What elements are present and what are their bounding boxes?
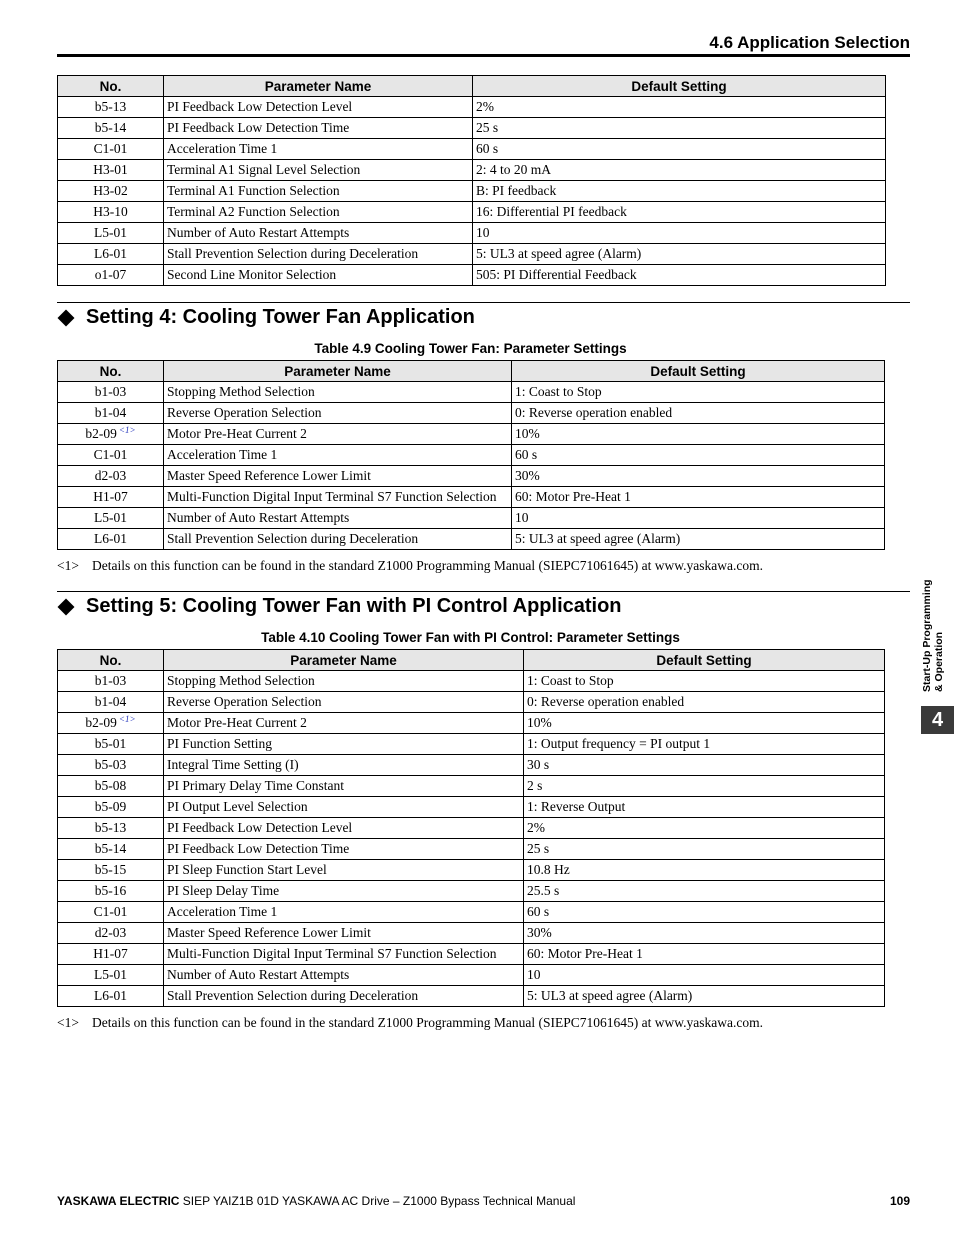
cell-default-setting: 10.8 Hz bbox=[524, 860, 885, 881]
section-4-heading bbox=[57, 306, 475, 329]
table-row bbox=[58, 265, 886, 286]
cell-parameter-no: L6-01 bbox=[58, 529, 164, 550]
cell-default-setting: B: PI feedback bbox=[473, 181, 886, 202]
cell-default-setting: 30% bbox=[524, 923, 885, 944]
cell-parameter-no: H3-01 bbox=[58, 160, 164, 181]
page-footer bbox=[57, 1194, 910, 1208]
cell-default-setting: 2: 4 to 20 mA bbox=[473, 160, 886, 181]
cell-parameter-name: Number of Auto Restart Attempts bbox=[164, 508, 512, 529]
footnote-ref-link[interactable]: <1> bbox=[118, 425, 136, 435]
footer-manual: SIEP YAIZ1B 01D YASKAWA AC Drive – Z1000 Bypass Technical Manual bbox=[179, 1194, 576, 1208]
cell-default-setting: 5: UL3 at speed agree (Alarm) bbox=[473, 244, 886, 265]
col-header-default-setting: Default Setting bbox=[473, 76, 886, 97]
footnote-tag: <1> bbox=[57, 558, 79, 573]
cell-parameter-name: Stopping Method Selection bbox=[164, 671, 524, 692]
cell-parameter-name: PI Feedback Low Detection Level bbox=[164, 97, 473, 118]
footnote-text: Details on this function can be found in the standard Z1000 Programming Manual (SIEPC71061645) at www.yaskawa.com. bbox=[92, 1015, 763, 1030]
table-row bbox=[58, 118, 886, 139]
section-4-title: Setting 4: Cooling Tower Fan Application bbox=[86, 306, 475, 328]
cell-parameter-name: PI Feedback Low Detection Time bbox=[164, 118, 473, 139]
table-row bbox=[58, 671, 885, 692]
section-4-rule bbox=[57, 302, 910, 303]
table-row bbox=[58, 839, 885, 860]
col-header-no: No. bbox=[58, 76, 164, 97]
table-row bbox=[58, 487, 885, 508]
cell-parameter-name: Terminal A2 Function Selection bbox=[164, 202, 473, 223]
cell-parameter-name: Number of Auto Restart Attempts bbox=[164, 223, 473, 244]
cell-default-setting: 10 bbox=[512, 508, 885, 529]
cell-parameter-name: Reverse Operation Selection bbox=[164, 692, 524, 713]
cell-default-setting: 2% bbox=[524, 818, 885, 839]
cell-parameter-name: PI Feedback Low Detection Time bbox=[164, 839, 524, 860]
side-label-line-2: & Operation bbox=[933, 631, 945, 692]
cell-parameter-no: b1-04 bbox=[58, 403, 164, 424]
side-label-line-1: Start-Up Programming bbox=[921, 579, 933, 692]
cell-default-setting: 60 s bbox=[524, 902, 885, 923]
table-row bbox=[58, 445, 885, 466]
cell-default-setting: 16: Differential PI feedback bbox=[473, 202, 886, 223]
cell-parameter-name: Terminal A1 Signal Level Selection bbox=[164, 160, 473, 181]
cell-default-setting: 1: Output frequency = PI output 1 bbox=[524, 734, 885, 755]
footer-brand: YASKAWA ELECTRIC bbox=[57, 1194, 180, 1208]
cell-default-setting: 25 s bbox=[473, 118, 886, 139]
cell-parameter-name: PI Output Level Selection bbox=[164, 797, 524, 818]
cell-parameter-no: L6-01 bbox=[58, 986, 164, 1007]
cell-default-setting: 60 s bbox=[512, 445, 885, 466]
cell-parameter-name: Integral Time Setting (I) bbox=[164, 755, 524, 776]
cell-default-setting: 10% bbox=[512, 424, 885, 445]
cell-parameter-no: L5-01 bbox=[58, 508, 164, 529]
cell-parameter-no: H1-07 bbox=[58, 944, 164, 965]
table-row bbox=[58, 944, 885, 965]
section-5-title: Setting 5: Cooling Tower Fan with PI Control Application bbox=[86, 595, 622, 617]
table-row bbox=[58, 181, 886, 202]
cell-parameter-no: b5-13 bbox=[58, 818, 164, 839]
cell-parameter-no: b5-08 bbox=[58, 776, 164, 797]
cell-default-setting: 505: PI Differential Feedback bbox=[473, 265, 886, 286]
cell-parameter-no: L5-01 bbox=[58, 965, 164, 986]
table-row bbox=[58, 755, 885, 776]
cell-default-setting: 30 s bbox=[524, 755, 885, 776]
table-row bbox=[58, 508, 885, 529]
cell-parameter-name: PI Primary Delay Time Constant bbox=[164, 776, 524, 797]
cell-default-setting: 2 s bbox=[524, 776, 885, 797]
cell-parameter-name: Stall Prevention Selection during Deceleration bbox=[164, 244, 473, 265]
cell-default-setting: 10 bbox=[473, 223, 886, 244]
table-row bbox=[58, 881, 885, 902]
cell-parameter-name: Multi-Function Digital Input Terminal S7 Function Selection bbox=[164, 944, 524, 965]
col-header-no: No. bbox=[58, 650, 164, 671]
cell-parameter-name: Acceleration Time 1 bbox=[164, 902, 524, 923]
col-header-no: No. bbox=[58, 361, 164, 382]
cell-parameter-no: b2-09 $^{<1>}$ bbox=[58, 713, 164, 734]
cell-parameter-no: b1-04 bbox=[58, 692, 164, 713]
cell-parameter-no: b5-09 bbox=[58, 797, 164, 818]
footnote-ref-link[interactable]: <1> bbox=[118, 714, 136, 724]
table-row bbox=[58, 692, 885, 713]
cell-parameter-no: L6-01 bbox=[58, 244, 164, 265]
table-4-10-footnote bbox=[57, 1015, 763, 1031]
parameter-table-continued bbox=[57, 75, 886, 286]
table-4-9 bbox=[57, 360, 885, 550]
cell-default-setting: 60: Motor Pre-Heat 1 bbox=[512, 487, 885, 508]
table-row bbox=[58, 529, 885, 550]
cell-parameter-name: Master Speed Reference Lower Limit bbox=[164, 923, 524, 944]
table-row bbox=[58, 97, 886, 118]
page-section-title: 4.6 Application Selection bbox=[709, 33, 910, 52]
cell-parameter-no: b1-03 bbox=[58, 671, 164, 692]
cell-parameter-name: Number of Auto Restart Attempts bbox=[164, 965, 524, 986]
table-row bbox=[58, 797, 885, 818]
col-header-parameter-name: Parameter Name bbox=[164, 361, 512, 382]
cell-default-setting: 2% bbox=[473, 97, 886, 118]
cell-default-setting: 30% bbox=[512, 466, 885, 487]
table-4-9-footnote bbox=[57, 558, 763, 574]
cell-parameter-no: d2-03 bbox=[58, 466, 164, 487]
cell-default-setting: 1: Coast to Stop bbox=[524, 671, 885, 692]
col-header-default-setting: Default Setting bbox=[512, 361, 885, 382]
cell-default-setting: 10 bbox=[524, 965, 885, 986]
cell-parameter-name: Second Line Monitor Selection bbox=[164, 265, 473, 286]
cell-parameter-name: PI Feedback Low Detection Level bbox=[164, 818, 524, 839]
cell-parameter-no: C1-01 bbox=[58, 902, 164, 923]
cell-parameter-name: Motor Pre-Heat Current 2 bbox=[164, 424, 512, 445]
cell-parameter-no: H3-10 bbox=[58, 202, 164, 223]
section-5-rule bbox=[57, 591, 910, 592]
cell-parameter-name: Reverse Operation Selection bbox=[164, 403, 512, 424]
chapter-number-tab[interactable]: 4 bbox=[921, 706, 954, 734]
cell-parameter-no: b5-13 bbox=[58, 97, 164, 118]
footer-doc-title bbox=[57, 1194, 575, 1208]
cell-parameter-no: C1-01 bbox=[58, 445, 164, 466]
table-row bbox=[58, 160, 886, 181]
cell-parameter-no: b5-14 bbox=[58, 118, 164, 139]
cell-default-setting: 1: Coast to Stop bbox=[512, 382, 885, 403]
diamond-bullet-icon bbox=[58, 598, 75, 615]
cell-parameter-name: PI Sleep Function Start Level bbox=[164, 860, 524, 881]
col-header-default-setting: Default Setting bbox=[524, 650, 885, 671]
table-row bbox=[58, 424, 885, 445]
cell-parameter-no: d2-03 bbox=[58, 923, 164, 944]
cell-parameter-name: Stall Prevention Selection during Deceleration bbox=[164, 986, 524, 1007]
cell-parameter-name: Stall Prevention Selection during Deceleration bbox=[164, 529, 512, 550]
cell-parameter-no: b5-16 bbox=[58, 881, 164, 902]
table-4-10 bbox=[57, 649, 885, 1007]
table-row bbox=[58, 734, 885, 755]
cell-parameter-no: L5-01 bbox=[58, 223, 164, 244]
col-header-parameter-name: Parameter Name bbox=[164, 76, 473, 97]
cell-parameter-no: b5-15 bbox=[58, 860, 164, 881]
cell-parameter-no: H3-02 bbox=[58, 181, 164, 202]
page-number: 109 bbox=[889, 1194, 910, 1208]
cell-parameter-no: H1-07 bbox=[58, 487, 164, 508]
cell-parameter-no: b2-09 $^{<1>}$ bbox=[58, 424, 164, 445]
cell-parameter-name: Motor Pre-Heat Current 2 bbox=[164, 713, 524, 734]
cell-default-setting: 0: Reverse operation enabled bbox=[524, 692, 885, 713]
cell-parameter-name: Stopping Method Selection bbox=[164, 382, 512, 403]
footnote-text: Details on this function can be found in the standard Z1000 Programming Manual (SIEPC71061645) at www.yaskawa.com. bbox=[92, 558, 763, 573]
header-rule bbox=[57, 54, 910, 57]
table-row bbox=[58, 860, 885, 881]
table-4-10-caption: Table 4.10 Cooling Tower Fan with PI Control: Parameter Settings bbox=[261, 630, 680, 645]
table-row bbox=[58, 713, 885, 734]
table-row bbox=[58, 244, 886, 265]
cell-parameter-no: b5-14 bbox=[58, 839, 164, 860]
table-row bbox=[58, 202, 886, 223]
cell-parameter-no: C1-01 bbox=[58, 139, 164, 160]
table-row bbox=[58, 139, 886, 160]
cell-parameter-name: Acceleration Time 1 bbox=[164, 139, 473, 160]
table-row bbox=[58, 923, 885, 944]
table-row bbox=[58, 965, 885, 986]
table-row bbox=[58, 776, 885, 797]
cell-parameter-name: Acceleration Time 1 bbox=[164, 445, 512, 466]
table-row bbox=[58, 818, 885, 839]
cell-default-setting: 25 s bbox=[524, 839, 885, 860]
cell-parameter-no: o1-07 bbox=[58, 265, 164, 286]
cell-parameter-name: PI Sleep Delay Time bbox=[164, 881, 524, 902]
cell-parameter-name: PI Function Setting bbox=[164, 734, 524, 755]
table-row bbox=[58, 902, 885, 923]
table-row bbox=[58, 403, 885, 424]
footnote-tag: <1> bbox=[57, 1015, 79, 1030]
cell-parameter-no: b1-03 bbox=[58, 382, 164, 403]
table-row bbox=[58, 382, 885, 403]
table-row bbox=[58, 466, 885, 487]
table-4-9-caption: Table 4.9 Cooling Tower Fan: Parameter Settings bbox=[314, 341, 627, 356]
table-row bbox=[58, 986, 885, 1007]
cell-default-setting: 25.5 s bbox=[524, 881, 885, 902]
cell-default-setting: 60: Motor Pre-Heat 1 bbox=[524, 944, 885, 965]
cell-parameter-name: Terminal A1 Function Selection bbox=[164, 181, 473, 202]
diamond-bullet-icon bbox=[58, 309, 75, 326]
section-5-heading bbox=[57, 595, 622, 618]
cell-default-setting: 10% bbox=[524, 713, 885, 734]
cell-default-setting: 0: Reverse operation enabled bbox=[512, 403, 885, 424]
cell-parameter-name: Multi-Function Digital Input Terminal S7 Function Selection bbox=[164, 487, 512, 508]
cell-parameter-no: b5-03 bbox=[58, 755, 164, 776]
cell-default-setting: 5: UL3 at speed agree (Alarm) bbox=[524, 986, 885, 1007]
col-header-parameter-name: Parameter Name bbox=[164, 650, 524, 671]
cell-default-setting: 5: UL3 at speed agree (Alarm) bbox=[512, 529, 885, 550]
cell-parameter-no: b5-01 bbox=[58, 734, 164, 755]
table-row bbox=[58, 223, 886, 244]
cell-default-setting: 1: Reverse Output bbox=[524, 797, 885, 818]
cell-parameter-name: Master Speed Reference Lower Limit bbox=[164, 466, 512, 487]
cell-default-setting: 60 s bbox=[473, 139, 886, 160]
